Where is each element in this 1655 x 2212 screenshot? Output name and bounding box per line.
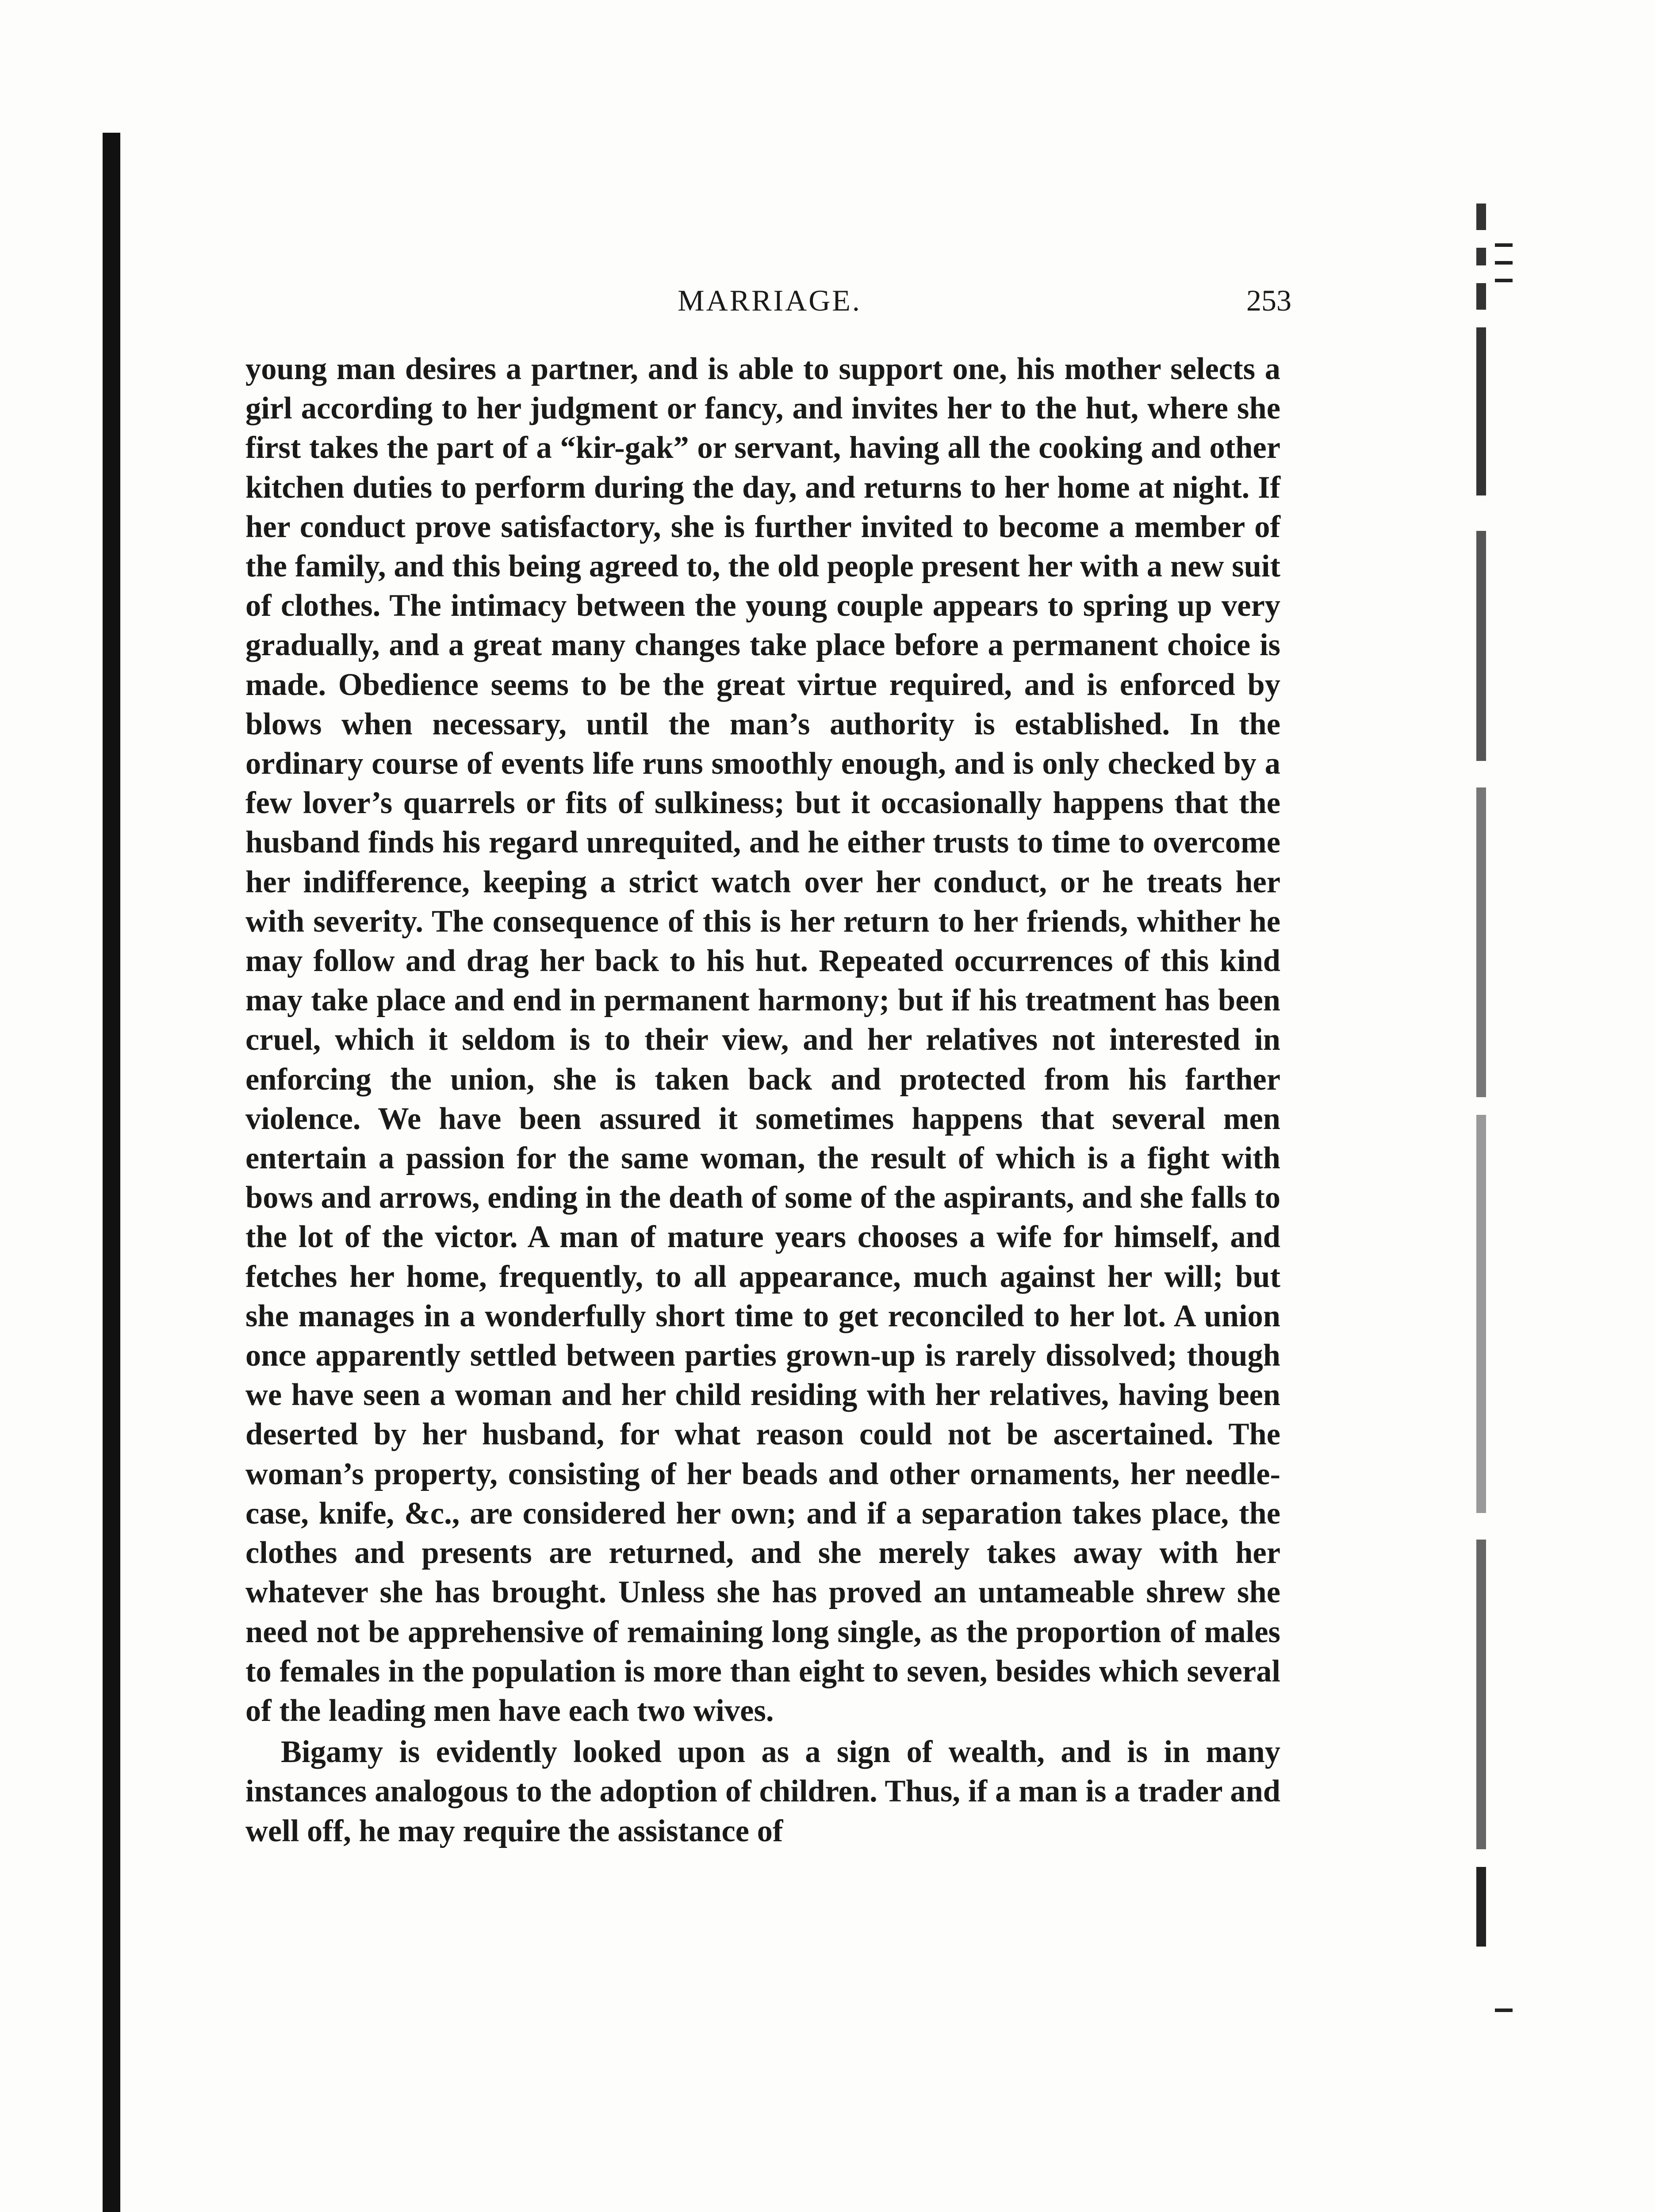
paragraph: young man desires a partner, and is able to support one, his mother selects a girl according to her judgment or fancy, and invites her to the hut, where she first takes the part of a “kir-gak” or servant, having all the cooking and other kitchen duties to perform during the day, and returns to her home at night. If her conduct prove satisfactory, she is further invited to become a member of the family, and this being agreed to, the old people present her with a new suit of clothes. The intimacy between the young couple appears to spring up very gradually, and a great many changes take place before a permanent choice is made. Obedience seems to be the great virtue required, and is enforced by blows when necessary, until the man’s authority is established. In the ordinary course of events life runs smoothly enough, and is only checked by a few lover’s quarrels or fits of sulkiness; but it occasionally happens that the husband finds his regard unrequited, and he either trusts to time to overcome her indifference, keeping a strict watch over her conduct, or he treats her with severity. The consequence of this is her return to her friends, whither he may follow and drag her back to his hut. Repeated occurrences of this kind may take place and end in permanent harmony; but if his treatment has been cruel, which it seldom is to their view, and her relatives not interested in enforcing the union, she is taken back and protected from his farther violence. We have been assured it sometimes happens that several men entertain a passion for the same woman, the result of which is a fight with bows and arrows, ending in the death of some of the aspirants, and she falls to the lot of the victor. A man of mature years chooses a wife for himself, and fetches her home, frequently, to all appearance, much against her will; but she manages in a wonderfully short time to get reconciled to her lot. A union once apparently settled between parties grown-up is rarely dissolved; though we have seen a woman and her child residing with her relatives, having been deserted by her husband, for what reason could not be ascertained. The woman’s property, consisting of her beads and other ornaments, her needle-case, knife, &c., are considered her own; and if a separation takes place, the clothes and presents are returned, and she merely takes away with her whatever she has brought. Unless she has proved an untameable shrew she need not be apprehensive of remaining long single, as the proportion of males to females in the population is more than eight to seven, besides which several of the leading men have each two wives.: [245, 352, 1280, 1728]
running-head: MARRIAGE.: [678, 284, 862, 317]
page-header: [248, 283, 1291, 336]
body-text: [245, 349, 1280, 1851]
scan-gutter-marks: [1473, 186, 1490, 2044]
paragraph: Bigamy is evidently looked upon as a sign of wealth, and is in many instances analogous to the adoption of children. Thus, if a man is a trader and well off, he may require the assistance of: [245, 1735, 1280, 1848]
page-number: 253: [1246, 284, 1291, 317]
binding-edge: [103, 133, 120, 2212]
